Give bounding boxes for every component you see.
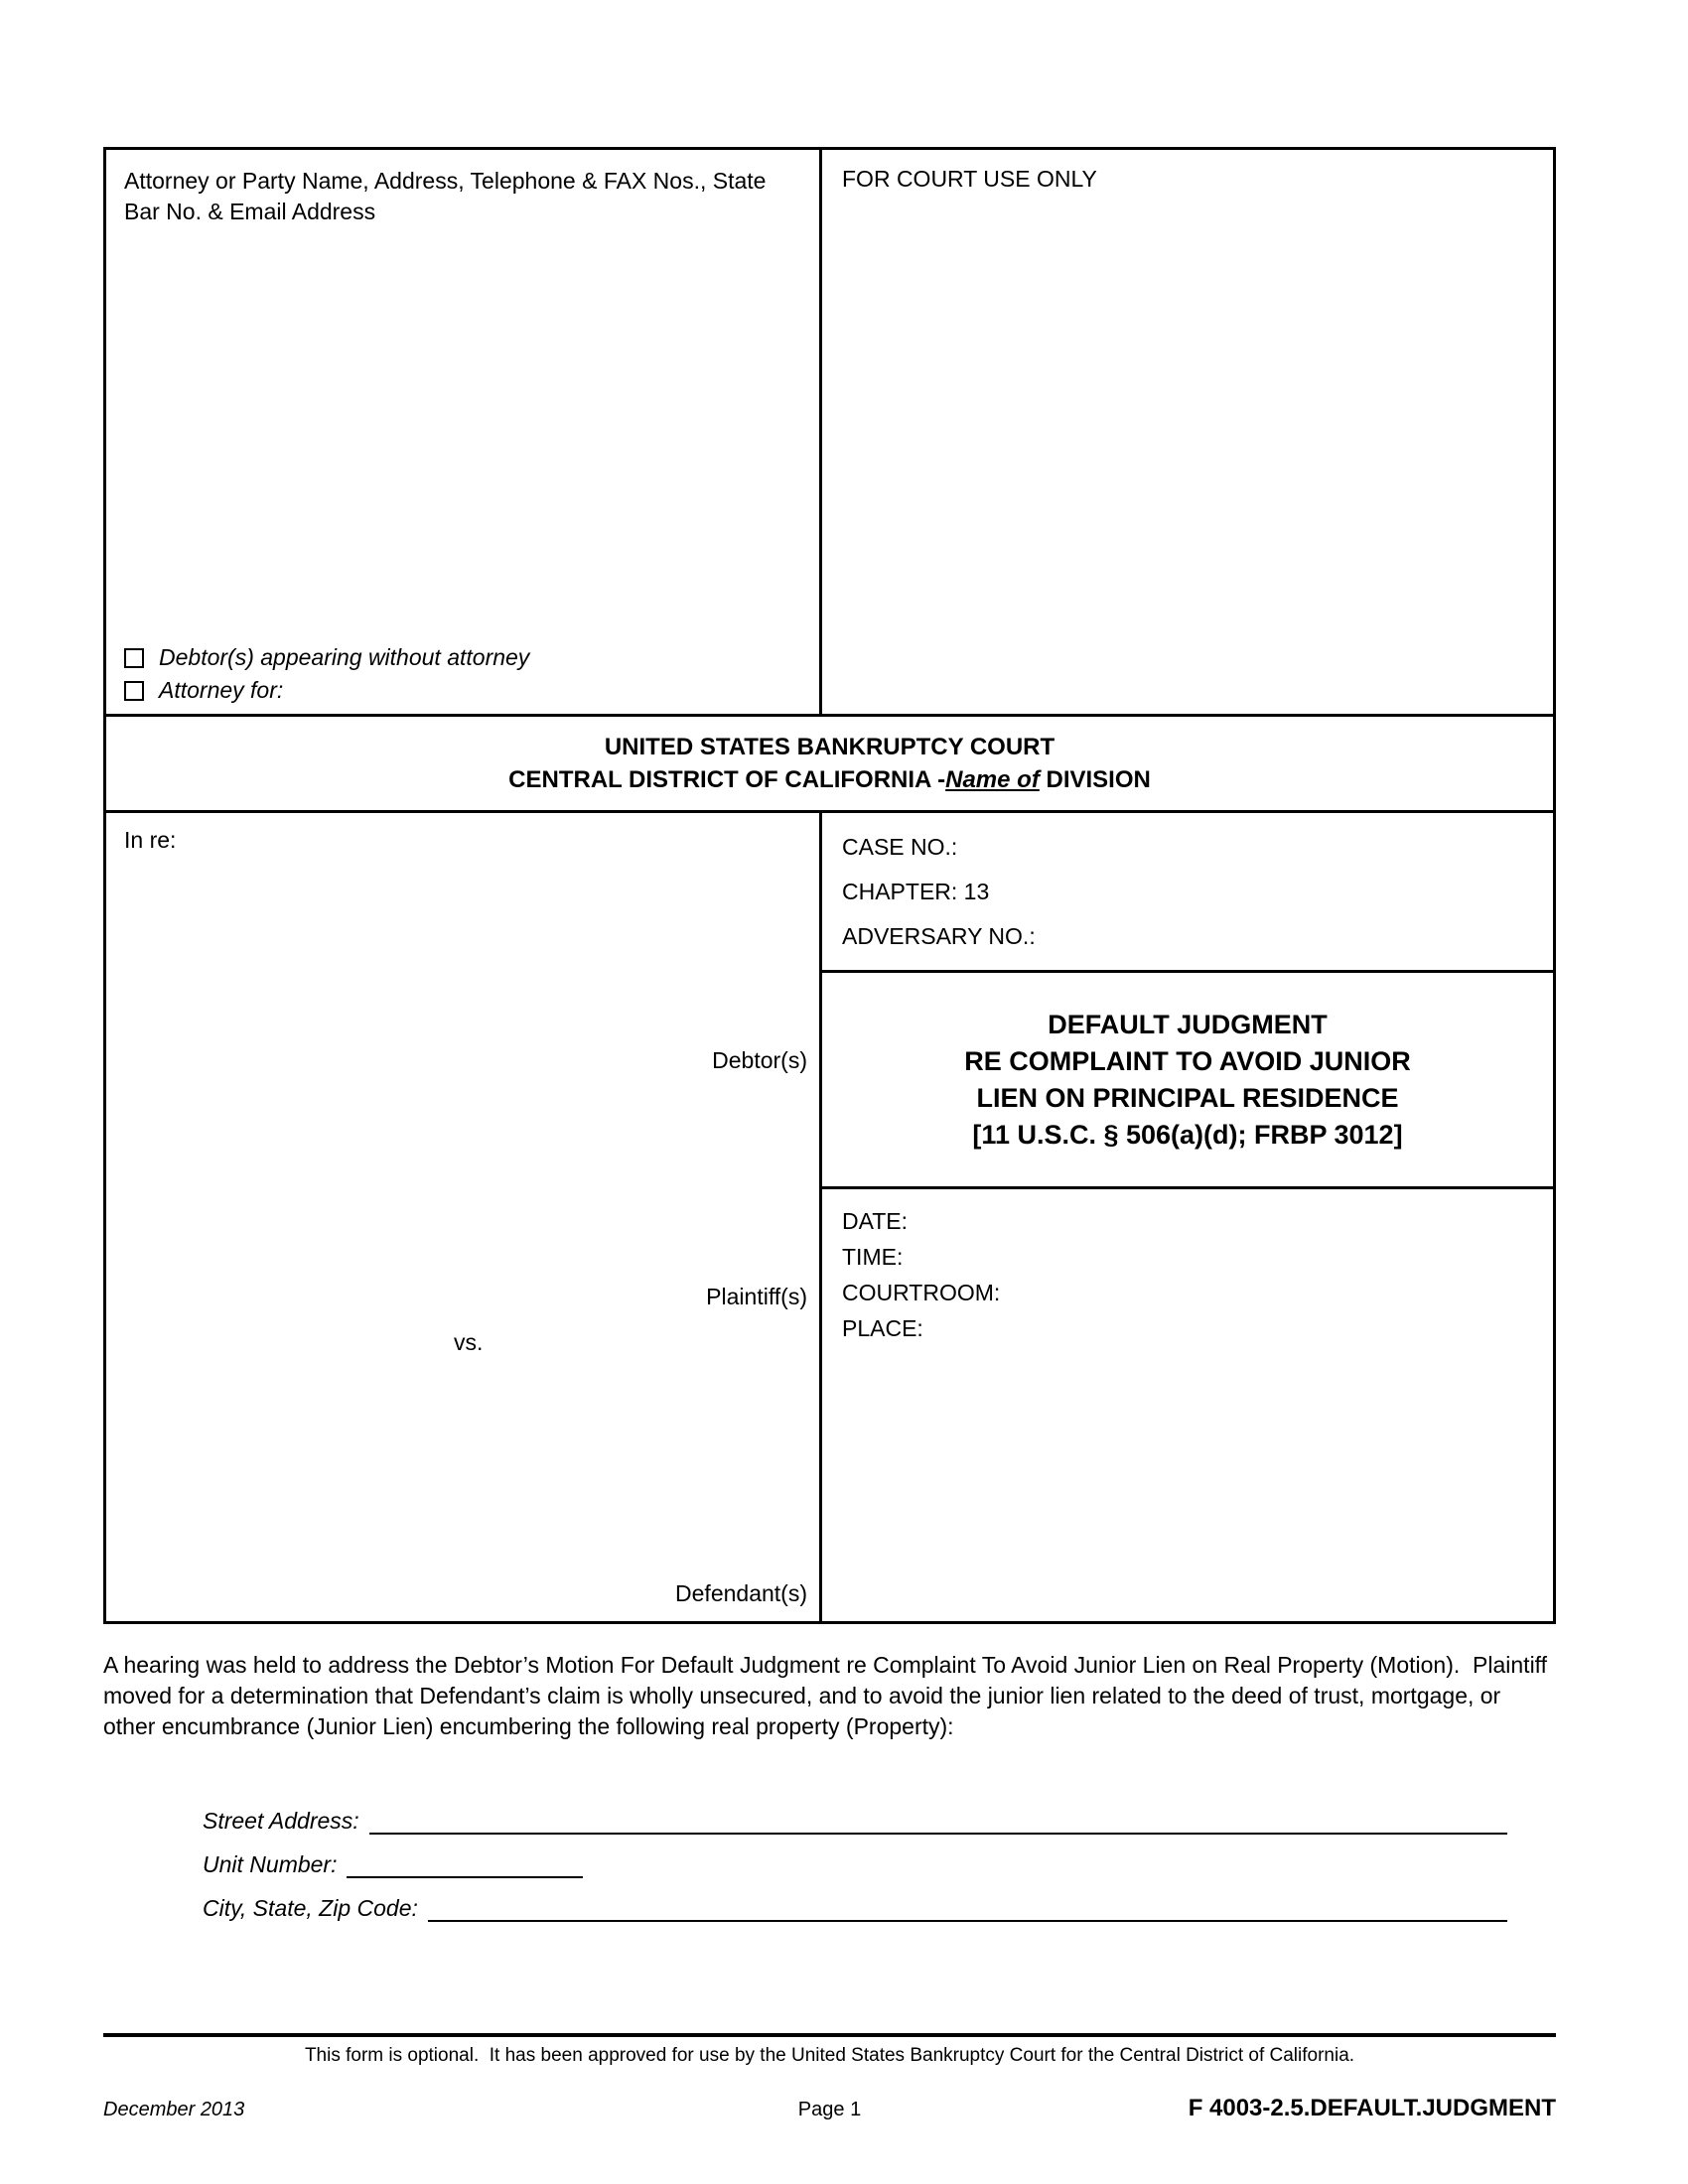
plaintiff-label: Plaintiff(s) — [706, 1284, 807, 1309]
hearing-place-label: PLACE: — [842, 1315, 923, 1341]
court-name-header — [106, 714, 1553, 810]
case-numbers-cell — [822, 813, 1553, 973]
case-no-label: CASE NO.: — [842, 834, 958, 860]
street-address-label: Street Address: — [203, 1808, 359, 1834]
document-title-line4: [11 U.S.C. § 506(a)(d); FRBP 3012] — [972, 1119, 1403, 1150]
court-name-line1: UNITED STATES BANKRUPTCY COURT — [604, 734, 1055, 760]
form-optional-note: This form is optional. It has been approved for use by the United States Bankruptcy Court for the Central District of California. — [304, 2045, 1355, 2066]
attorney-checkbox-group — [124, 644, 801, 704]
hearing-info-cell — [822, 1189, 1553, 1621]
footer-revision-date: December 2013 — [103, 2099, 245, 2120]
division-text: DIVISION — [1039, 766, 1151, 793]
court-use-only-cell — [822, 150, 1553, 714]
form-header-table — [103, 147, 1556, 1624]
debtor-without-attorney-label: Debtor(s) appearing without attorney — [159, 644, 530, 670]
city-state-zip-label: City, State, Zip Code: — [203, 1895, 418, 1921]
attorney-info-cell — [106, 150, 822, 714]
debtor-label: Debtor(s) — [712, 1047, 807, 1073]
city-state-zip-field[interactable] — [428, 1894, 1507, 1922]
hearing-date-label: DATE: — [842, 1208, 909, 1234]
footer-row — [103, 2095, 1556, 2126]
top-row — [106, 150, 1553, 714]
footer-divider — [103, 2033, 1556, 2037]
document-title-cell — [822, 973, 1553, 1189]
street-address-row — [203, 1805, 1507, 1835]
debtor-without-attorney-checkbox[interactable] — [124, 648, 144, 668]
property-address-block — [203, 1805, 1507, 1936]
footer-page-number: Page 1 — [797, 2099, 862, 2120]
attorney-for-label: Attorney for: — [159, 677, 284, 703]
hearing-courtroom-label: COURTROOM: — [842, 1280, 1001, 1305]
unit-number-row — [203, 1848, 1507, 1878]
city-state-zip-row — [203, 1892, 1507, 1922]
checkbox-row-debtor-no-attorney — [124, 644, 801, 671]
court-use-only-label: FOR COURT USE ONLY — [842, 166, 1097, 192]
adversary-no-label: ADVERSARY NO.: — [842, 923, 1036, 949]
hearing-time-label: TIME: — [842, 1244, 904, 1270]
vs-label: vs. — [454, 1329, 484, 1355]
street-address-field[interactable] — [369, 1807, 1507, 1835]
document-title-line2: RE COMPLAINT TO AVOID JUNIOR — [964, 1045, 1411, 1076]
unit-number-label: Unit Number: — [203, 1851, 338, 1877]
defendant-label: Defendant(s) — [675, 1580, 807, 1606]
district-text: CENTRAL DISTRICT OF CALIFORNIA - — [508, 766, 946, 793]
unit-number-field[interactable] — [347, 1850, 583, 1878]
document-title-line3: LIEN ON PRINCIPAL RESIDENCE — [976, 1082, 1399, 1113]
attorney-info-label: Attorney or Party Name, Address, Telephone & FAX Nos., State Bar No. & Email Address — [124, 168, 767, 224]
document-title-line1: DEFAULT JUDGMENT — [1048, 1009, 1328, 1039]
footer-form-number: F 4003-2.5.DEFAULT.JUDGMENT — [1188, 2095, 1556, 2121]
court-name-line2 — [106, 763, 1553, 796]
checkbox-row-attorney-for — [124, 677, 801, 704]
caption-row — [106, 810, 1553, 1621]
attorney-for-checkbox[interactable] — [124, 681, 144, 701]
name-of-division-placeholder: Name of — [945, 766, 1040, 793]
chapter-label: CHAPTER: 13 — [842, 879, 990, 904]
hearing-body-paragraph: A hearing was held to address the Debtor’s Motion For Default Judgment re Complaint To Avoid Junior Lien on Real Property (Motion). Plaintiff moved for a determination that Defendant’s claim is wholly unsecured, and to avoid the junior lien related to the deed of trust, mortgage, or other encumbrance (Junior Lien) encumbering the following real property (Property): — [103, 1652, 1554, 1739]
parties-cell — [106, 813, 822, 1621]
in-re-label: In re: — [124, 827, 177, 853]
case-info-column — [822, 813, 1553, 1621]
